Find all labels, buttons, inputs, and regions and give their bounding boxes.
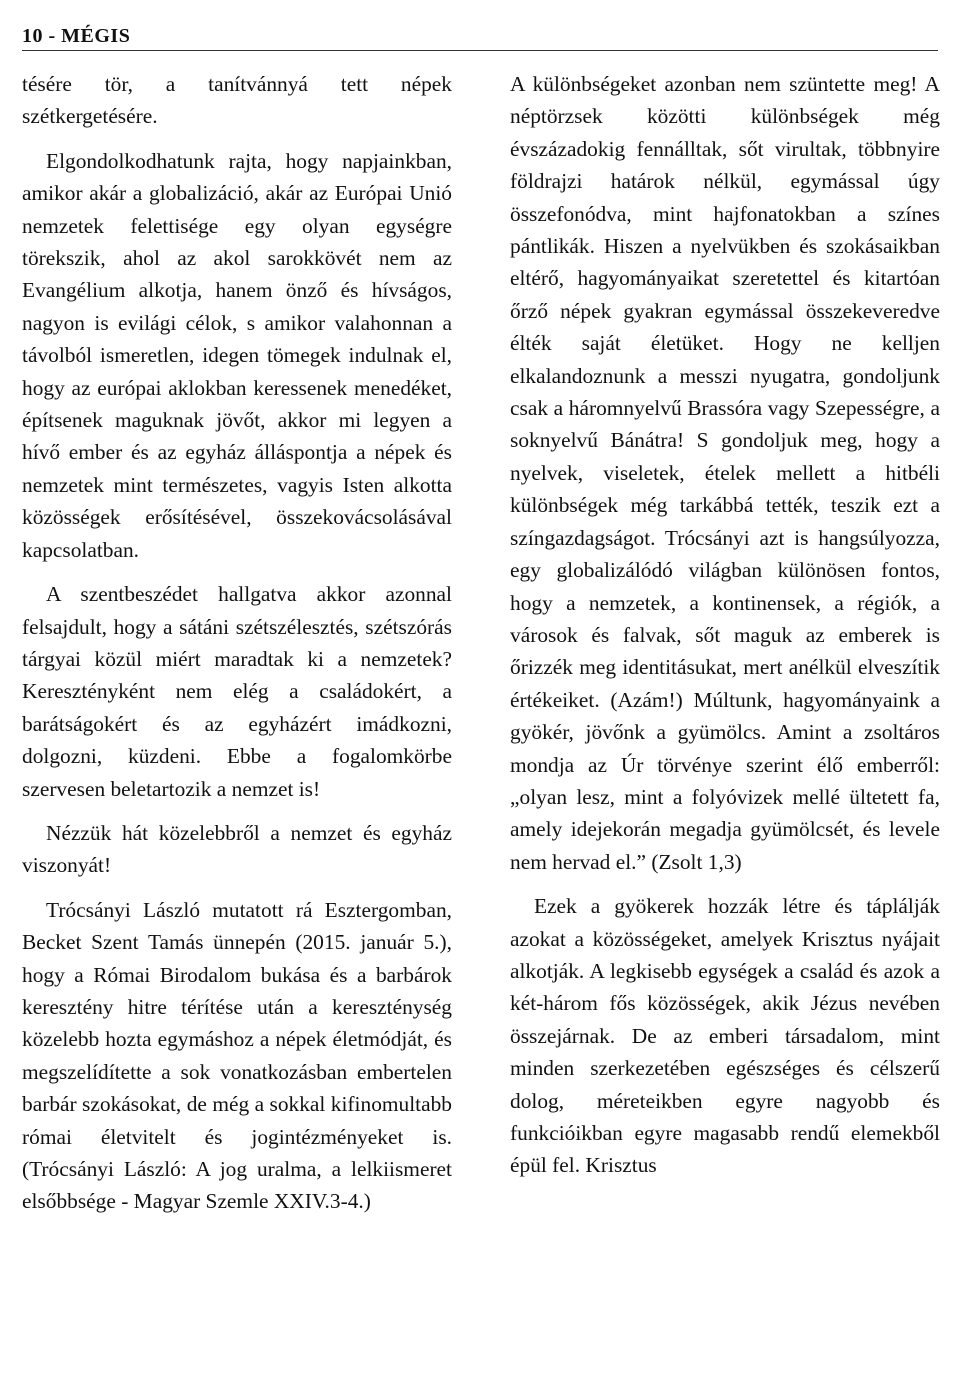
paragraph: Ezek a gyökerek hozzák létre és táplálják azokat a közösségeket, amelyek Krisztus nyájait alkotják. A legkisebb egységek a család és azok a két-három fős közösségek, akik Jézus nevében összejárnak. De az emberi társadalom, mint minden szerkezetében egészséges és célszerű dolog, méreteikben egyre nagyobb és funkcióikban egyre magasabb rendű elemekből épül fel. Krisztus: [510, 894, 940, 1178]
paragraph: Nézzük hát közelebbről a nemzet és egyház viszonyát!: [22, 820, 452, 878]
paragraph: tésére tör, a tanítvánnyá tett népek szétkergetésére.: [22, 72, 452, 129]
paragraph: A szentbeszédet hallgatva akkor azonnal felsajdult, hogy a sátáni szétszélesztés, szétszórás tárgyai közül miért maradtak ki a nemzetek? Keresztényként nem elég a családokért, a barátságokért és az egyházért imádkozni, dolgozni, küzdeni. Ebbe a fogalomkörbe szervesen beletartozik a nemzet is!: [22, 582, 452, 801]
right-column: [510, 68, 940, 1194]
running-head: 10 - MÉGIS: [22, 24, 938, 51]
paragraph: Elgondolkodhatunk rajta, hogy napjainkban, amikor akár a globalizáció, akár az Európai Unió nemzetek felettisége egy olyan egységre törekszik, ahol az akol sarokkövét nem az Evangélium alkotja, hanem önző és hívságos, nagyon is evilági célok, s amikor valahonnan a távolból ismeretlen, idegen tömegek indulnak el, hogy az európai aklokban keressenek menedéket, építsenek maguknak jövőt, akkor mi legyen a hívő ember és az egyház álláspontja a népek és nemzetek mint természetes, vagyis Isten alkotta közösségek erősítésével, összekovácsolásával kapcsolatban.: [22, 148, 452, 562]
paragraph: A különbségeket azonban nem szüntette meg! A néptörzsek közötti különbségek még évszázadokig fennálltak, sőt virultak, többnyire földrajzi határok nélkül, egymással úgy összefonódva, mint hajfonatokban a színes pántlikák. Hiszen a nyelvükben és szokásaikban eltérő, hagyományaikat szeretettel és kitartóan őrző népek gyakran egymással összekeveredve élték saját életüket. Hogy ne kelljen elkalandoznunk a messzi nyugatra, gondoljunk csak a háromnyelvű Brassóra vagy Szepességre, a soknyelvű Bánátra! S gondoljuk meg, hogy a nyelvek, viseletek, ételek mellett a hitbéli különbségek még tarkábbá tették, teszik ezt a színgazdagságot. Trócsányi azt is hangsúlyozza, egy globalizálódó világban különösen fontos, hogy a nemzetek, a kontinensek, a régiók, a városok és falvak, sőt maguk az emberek is őrizzék meg identitásukat, mert anélkül elveszítik értékeiket. (Azám!) Múltunk, hagyományaink a gyökér, jövőnk a gyümölcs. Amint a zsoltáros mondja az Úr törvénye szerint élő emberről: „olyan lesz, mint a folyóvizek mellé ültetett fa, amely idejekorán megadja gyümölcsét, és levele nem hervad el.” (Zsolt 1,3): [510, 72, 940, 874]
left-column: [22, 68, 452, 1230]
paragraph: Trócsányi László mutatott rá Esztergomban, Becket Szent Tamás ünnepén (2015. január 5.), hogy a Római Birodalom bukása és a barbárok keresztény hitre térítése után a kereszténység közelebb hozta egymáshoz a népek életmódját, és megszelídítette a sok vonatkozásban embertelen barbár szokásokat, de még a sokkal kifinomultabb római életvitelt és jogintézményeket is. (Trócsányi László: A jog uralma, a lelkiismeret elsőbbsége - Magyar Szemle XXIV.3-4.): [22, 897, 452, 1214]
